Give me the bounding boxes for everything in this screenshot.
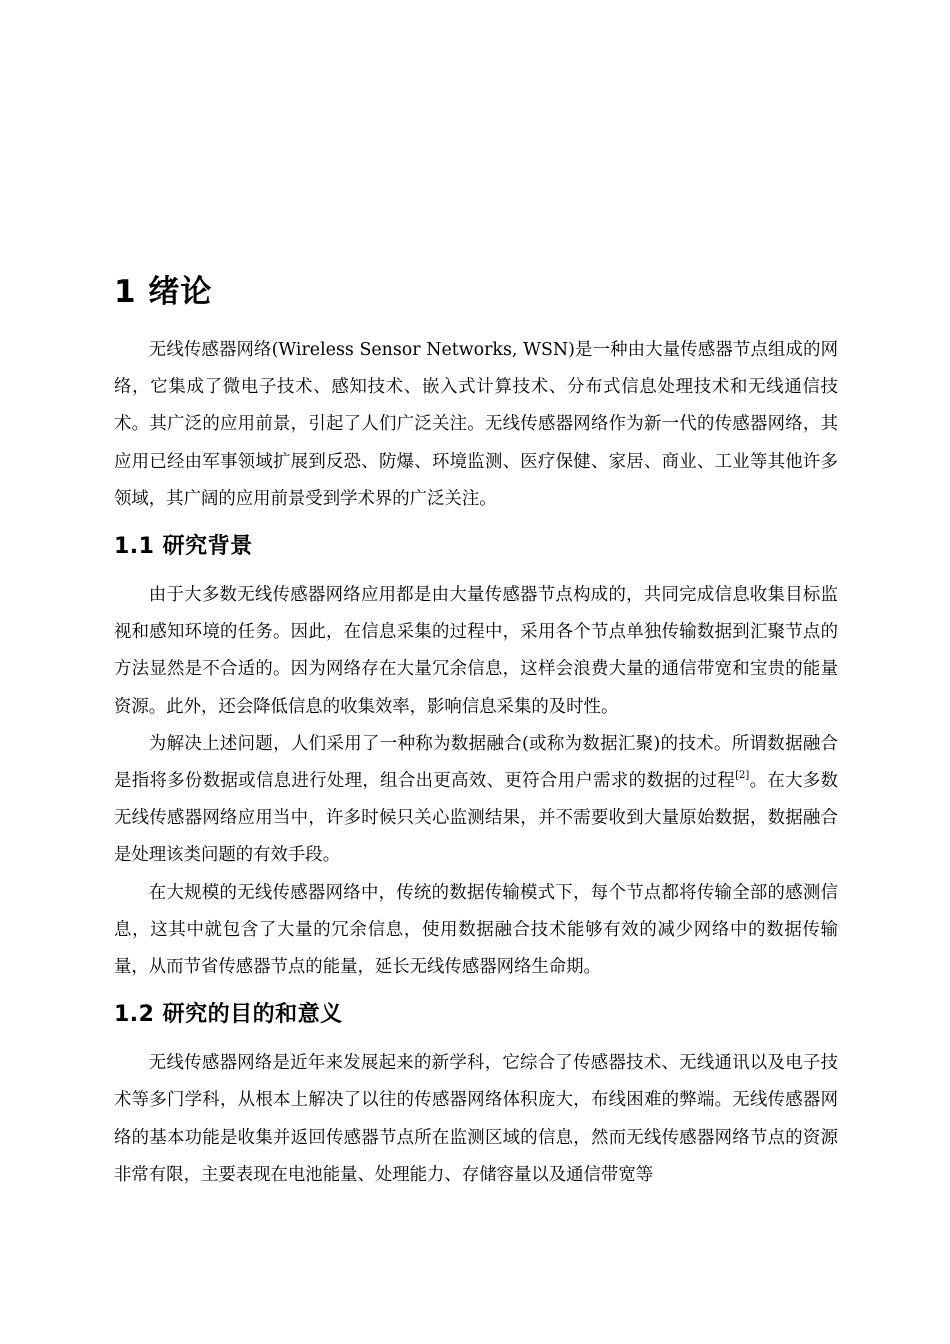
- document-body: [114, 270, 838, 1194]
- paragraph-2-text-before-ref: 为解决上述问题，人们采用了一种称为数据融合(或称为数据汇聚)的技术。所谓数据融合是指将多份数据或信息进行处理，组合出更高效、更符合用户需求的数据的过程: [114, 733, 838, 792]
- section-1-2-paragraph-1: 无线传感器网络是近年来发展起来的新学科，它综合了传感器技术、无线通讯以及电子技术等多门学科，从根本上解决了以往的传感器网络体积庞大，布线困难的弊端。无线传感器网络的基本功能是收集并返回传感器节点所在监测区域的信息，然而无线传感器网络节点的资源非常有限，主要表现在电池能量、处理能力、存储容量以及通信带宽等: [114, 1053, 838, 1185]
- citation-ref: [2]: [735, 770, 750, 782]
- section-1-1-paragraph-2: [114, 726, 838, 875]
- paragraph-2-text-after-ref: 。在大多数无线传感器网络应用当中，许多时候只关心监测结果，并不需要收到大量原始数据，数据融合是处理该类问题的有效手段。: [114, 771, 838, 866]
- section-1-1-title: 1.1 研究背景: [114, 534, 253, 560]
- chapter-title: 1 绪论: [114, 274, 213, 310]
- section-1-1-paragraph-3: 在大规模的无线传感器网络中，传统的数据传输模式下，每个节点都将传输全部的感测信息，这其中就包含了大量的冗余信息，使用数据融合技术能够有效的减少网络中的数据传输量，从而节省传感器节点的能量，延长无线传感器网络生命期。: [114, 882, 838, 978]
- section-1-1-paragraph-1: 由于大多数无线传感器网络应用都是由大量传感器节点构成的，共同完成信息收集目标监视和感知环境的任务。因此，在信息采集的过程中，采用各个节点单独传输数据到汇聚节点的方法显然是不合适的。因为网络存在大量冗余信息，这样会浪费大量的通信带宽和宝贵的能量资源。此外，还会降低信息的收集效率，影响信息采集的及时性。: [114, 585, 838, 717]
- section-1-2-title: 1.2 研究的目的和意义: [114, 1002, 343, 1028]
- intro-paragraph: 无线传感器网络(Wireless Sensor Networks, WSN)是一种由大量传感器节点组成的网络，它集成了微电子技术、感知技术、嵌入式计算技术、分布式信息处理技术和无线通信技术。其广泛的应用前景，引起了人们广泛关注。无线传感器网络作为新一代的传感器网络，其应用已经由军事领域扩展到反恐、防爆、环境监测、医疗保健、家居、商业、工业等其他许多领域，其广阔的应用前景受到学术界的广泛关注。: [114, 340, 838, 509]
